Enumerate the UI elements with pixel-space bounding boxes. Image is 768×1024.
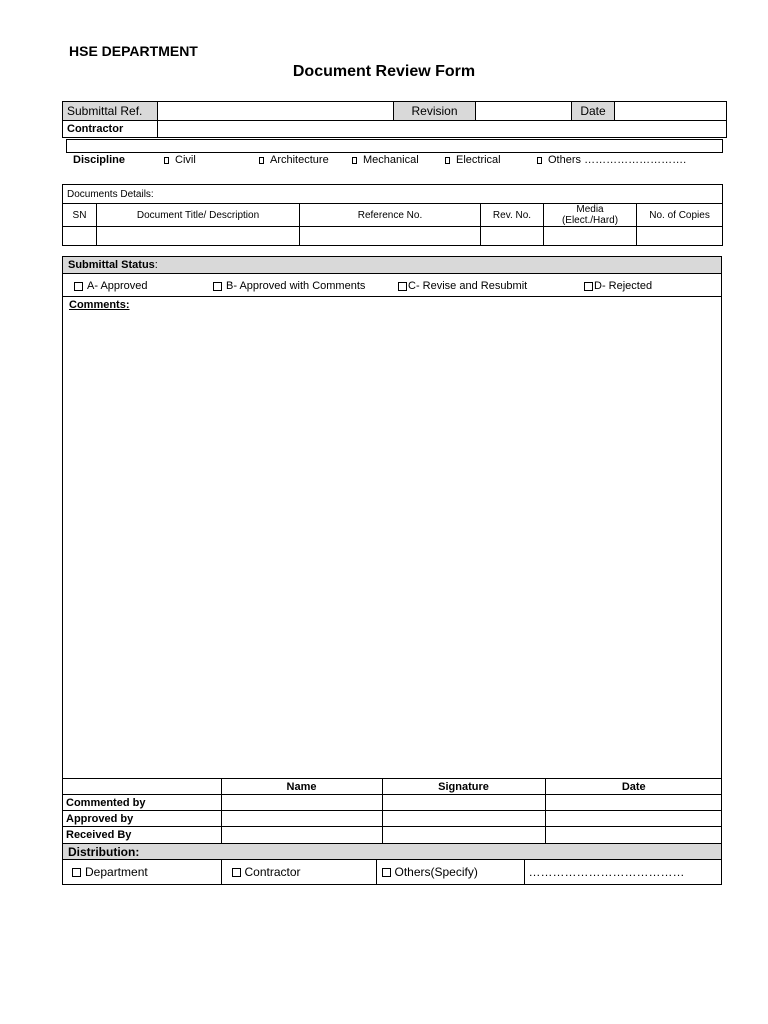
status-rejected[interactable]: D- Rejected [584,280,652,292]
checkbox-icon[interactable] [72,868,81,877]
cell-media[interactable] [544,227,637,246]
discipline-row [64,154,724,168]
status-approved-comments[interactable]: B- Approved with Comments [213,280,365,292]
table-row [62,795,722,811]
row-approved-by: Approved by [62,811,221,827]
comments-area[interactable] [63,312,721,778]
status-revise-resubmit[interactable]: C- Revise and Resubmit [398,280,527,292]
distribution-table [62,860,722,885]
checkbox-icon[interactable] [352,157,357,164]
checkbox-icon[interactable] [232,868,241,877]
checkbox-icon[interactable] [213,282,222,291]
discipline-others[interactable]: Others ………………………. [537,154,686,166]
discipline-electrical[interactable]: Electrical [445,154,501,166]
cell-title[interactable] [97,227,300,246]
revision-label: Revision [394,102,476,121]
submittal-info-table [62,101,727,138]
date-label: Date [572,102,615,121]
checkbox-icon[interactable] [537,157,542,164]
col-sn: SN [63,204,97,227]
cell-rev[interactable] [481,227,544,246]
received-name[interactable] [221,827,382,844]
signoff-table [62,778,722,844]
cell-sn[interactable] [63,227,97,246]
revision-field[interactable] [476,102,572,121]
discipline-label: Discipline [73,154,125,166]
table-row [62,827,722,844]
table-row [63,227,723,246]
received-date[interactable] [545,827,722,844]
row-commented-by: Commented by [62,795,221,811]
col-media: Media (Elect./Hard) [544,204,637,227]
col-rev: Rev. No. [481,204,544,227]
contractor-field[interactable] [158,121,727,138]
commented-date[interactable] [545,795,722,811]
checkbox-icon[interactable] [259,157,264,164]
form-title: Document Review Form [292,63,476,80]
row-received-by: Received By [62,827,221,844]
submittal-ref-field[interactable] [158,102,394,121]
department-heading: HSE DEPARTMENT [69,43,198,59]
discipline-box [66,139,723,153]
date-field[interactable] [615,102,727,121]
submittal-ref-label: Submittal Ref. [63,102,158,121]
status-approved[interactable]: A- Approved [74,280,148,292]
checkbox-icon[interactable] [164,157,169,164]
discipline-civil[interactable]: Civil [164,154,196,166]
documents-table [62,184,723,246]
col-copies: No. of Copies [637,204,723,227]
approved-signature[interactable] [382,811,545,827]
cell-copies[interactable] [637,227,723,246]
col-reference: Reference No. [300,204,481,227]
status-options-row [63,275,721,297]
col-signature: Signature [382,779,545,795]
commented-name[interactable] [221,795,382,811]
col-name: Name [221,779,382,795]
checkbox-icon[interactable] [584,282,593,291]
table-row [62,811,722,827]
col-title: Document Title/ Description [97,204,300,227]
approved-name[interactable] [221,811,382,827]
discipline-mechanical[interactable]: Mechanical [352,154,419,166]
contractor-label: Contractor [63,121,158,138]
commented-signature[interactable] [382,795,545,811]
checkbox-icon[interactable] [445,157,450,164]
distribution-contractor[interactable]: Contractor [221,860,376,884]
distribution-specify-field[interactable]: ………………………………… [524,860,722,884]
distribution-department[interactable]: Department [62,860,221,884]
approved-date[interactable] [545,811,722,827]
submittal-status-label: Submittal Status [68,259,155,271]
discipline-architecture[interactable]: Architecture [259,154,329,166]
documents-section-label: Documents Details: [63,185,723,204]
checkbox-icon[interactable] [382,868,391,877]
cell-reference[interactable] [300,227,481,246]
distribution-others[interactable]: Others(Specify) [376,860,524,884]
distribution-label: Distribution: [63,844,721,860]
checkbox-icon[interactable] [398,282,407,291]
col-date: Date [545,779,722,795]
submittal-status-header: Submittal Status: [63,257,721,274]
comments-label: Comments: [69,299,130,311]
checkbox-icon[interactable] [74,282,83,291]
received-signature[interactable] [382,827,545,844]
